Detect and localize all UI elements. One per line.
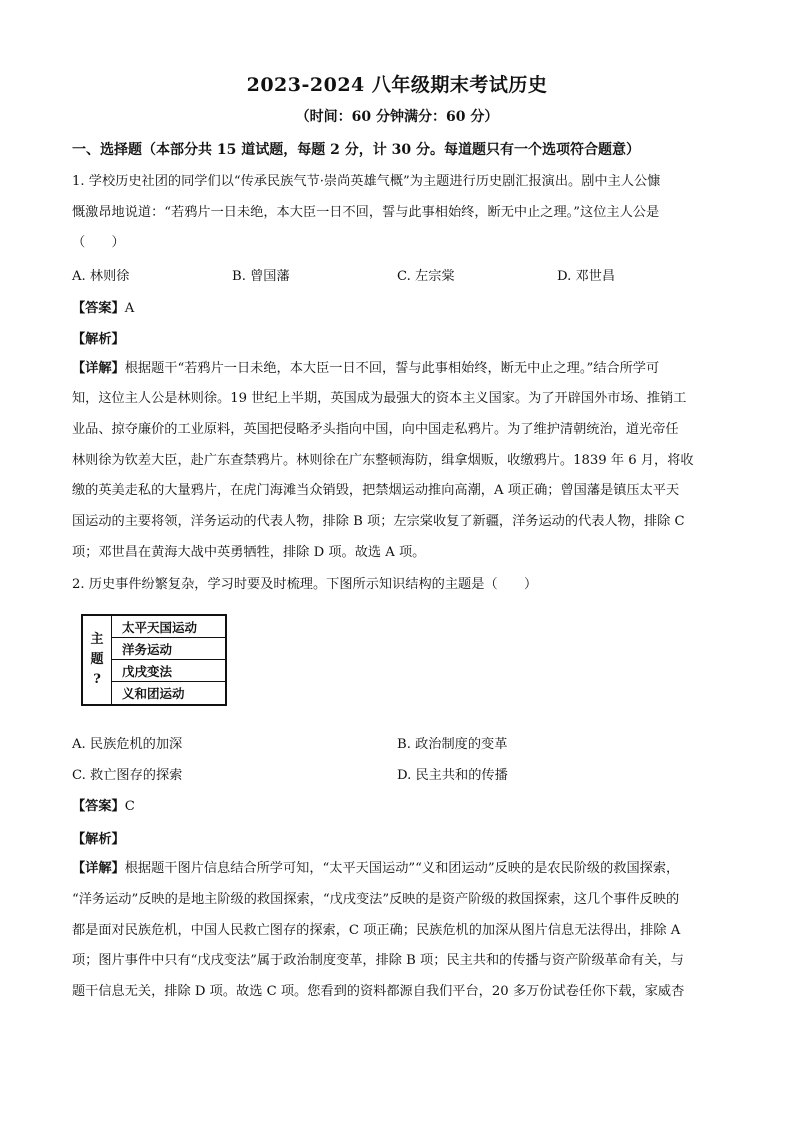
q2-detail-line-1: [72, 859, 732, 879]
section-heading: 一、选择题（本部分共 15 道试题，每题 2 分，计 30 分。每道题只有一个选项符合题意）: [72, 142, 640, 158]
q1-stem-line-2: 慨激昂地说道：“若鸦片一日未绝，本大臣一日不回，誓与此事相始终，断无中止之理。”这位主人公是: [72, 205, 660, 220]
q1-detail-line-6: 国运动的主要将领，洋务运动的代表人物，排除 B 项；左宗棠收复了新疆，洋务运动的代表人物，排除 C: [72, 514, 685, 529]
q1-stem-line-3: （ ）: [72, 235, 125, 250]
q2-option-c: C. 救亡图存的探索: [72, 768, 183, 783]
q2-stem: 2. 历史事件纷繁复杂，学习时要及时梳理。下图所示知识结构的主题是（ ）: [72, 577, 538, 592]
table-row-yangwu: 洋务运动: [112, 638, 225, 660]
table-theme-char-3: ?: [93, 672, 101, 687]
q1-option-d: D. 邓世昌: [557, 269, 616, 284]
q1-stem-line-1: 1. 学校历史社团的同学们以“传承民族气节·崇尚英雄气概”为主题进行历史剧汇报演出。剧中主人公慷: [72, 174, 661, 189]
q2-analysis-label-text: 【解析】: [72, 832, 125, 847]
table-row-yihetuan: 义和团运动: [122, 686, 185, 701]
q1-detail-line-3: 业品、掠夺廉价的工业原料，英国把侵略矛头指向中国，向中国走私鸦片。为了维护清朝统治，道光帝任: [72, 422, 679, 437]
q1-analysis-label-text: 【解析】: [72, 332, 125, 347]
table-theme-char-1: 主: [90, 632, 104, 647]
q2-option-d: D. 民主共和的传播: [397, 768, 508, 783]
q1-option-b: B. 曾国藩: [232, 269, 290, 284]
exam-subtitle: （时间：60 分钟满分：60 分）: [295, 109, 499, 125]
q1-detail-line-7: 项；邓世昌在黄海大战中英勇牺牲，排除 D 项。故选 A 项。: [72, 545, 426, 560]
q1-answer-label: 【答案】: [72, 301, 125, 316]
q2-analysis-label: [72, 828, 125, 847]
q2-detail-line-4: 项；图片事件中只有“戊戌变法”属于政治制度变革，排除 B 项；民主共和的传播与资产阶级革命有关，与: [72, 953, 684, 968]
table-theme-char-2: 题: [90, 652, 104, 667]
q2-option-b: B. 政治制度的变革: [397, 737, 508, 752]
q1-detail-line-4: 林则徐为钦差大臣，赴广东查禁鸦片。林则徐在广东整顿海防，缉拿烟贩，收缴鸦片。1839 年 6 月，将收: [72, 453, 694, 468]
table-theme-label: [83, 616, 111, 704]
q1-detail-line-5: 缴的英美走私的大量鸦片，在虎门海滩当众销毁，把禁烟运动推向高潮，A 项正确；曾国藩是镇压太平天: [72, 483, 680, 498]
q1-detail-text-1: 根据题干“若鸦片一日未绝，本大臣一日不回，誓与此事相始终，断无中止之理。”结合所学可: [124, 361, 660, 376]
q2-detail-line-5: 题干信息无关，排除 D 项。故选 C 项。您看到的资料都源自我们平台，20 多万份试卷任你下载，家威杏: [72, 984, 685, 999]
q1-detail-label: 【详解】: [72, 361, 125, 376]
exam-title: 2023-2024 八年级期末考试历史: [246, 74, 548, 96]
q2-detail-label: 【详解】: [72, 861, 125, 876]
q1-answer-value: A: [124, 301, 135, 316]
q2-detail-line-3: 都是面对民族危机，中国人民救亡图存的探索，C 项正确；民族危机的加深从图片信息无法得出，排除 A: [72, 923, 681, 938]
q2-answer: [72, 795, 135, 814]
knowledge-structure-table: [81, 614, 227, 706]
q1-answer: [72, 297, 134, 316]
q2-detail-line-2: “洋务运动”反映的是地主阶级的救国探索，“戊戌变法”反映的是资产阶级的救国探索，这几个事件反映的: [72, 892, 680, 907]
table-row-taiping: 太平天国运动: [112, 616, 225, 638]
q1-option-c: C. 左宗棠: [397, 269, 455, 284]
q2-detail-text-1: 根据题干图片信息结合所学可知，“太平天国运动”“义和团运动”反映的是农民阶级的救国探索，: [124, 861, 680, 876]
q2-answer-label: 【答案】: [72, 799, 125, 814]
q1-option-a: A. 林则徐: [72, 269, 130, 284]
table-row-wuxu: 戊戌变法: [112, 660, 225, 682]
q1-detail-line-1: [72, 359, 732, 379]
q2-option-a: A. 民族危机的加深: [72, 737, 183, 752]
q1-detail-line-2: 知，这位主人公是林则徐。19 世纪上半期，英国成为最强大的资本主义国家。为了开辟国外市场、推销工: [72, 391, 687, 406]
q2-answer-value: C: [124, 799, 135, 814]
table-cells: [111, 616, 225, 704]
q1-analysis-label: [72, 328, 125, 347]
